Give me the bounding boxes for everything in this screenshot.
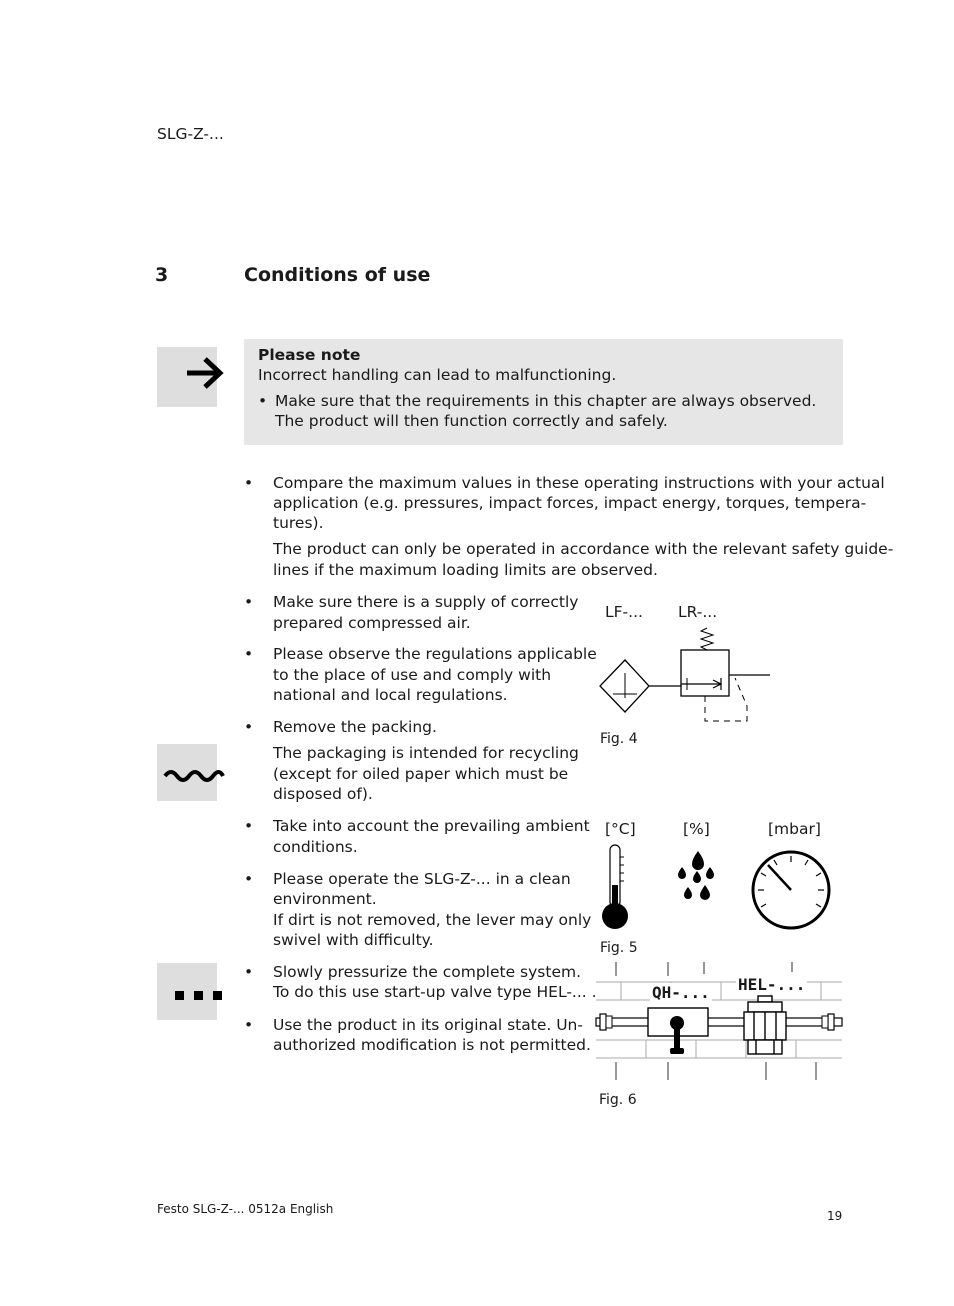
note-bullet-line2: The product will then function correctly and safely. <box>275 412 668 430</box>
packing-para1: The packaging is intended for recycling <box>273 744 579 762</box>
section-number: 3 <box>155 264 169 286</box>
thermometer-icon <box>602 845 628 929</box>
bullet-marker: • <box>244 870 254 888</box>
note-heading: Please note <box>258 346 361 364</box>
fig5-label-pct: [%] <box>683 820 710 838</box>
clean-line4: swivel with difficulty. <box>273 931 434 949</box>
footer-left: Festo SLG-Z-... 0512a English <box>157 1202 334 1216</box>
clean-line2: environment. <box>273 890 377 908</box>
pressurize-icon-box <box>157 963 217 1020</box>
packing-para3: disposed of). <box>273 785 373 803</box>
bullet-marker: • <box>244 718 254 736</box>
page-number: 19 <box>827 1209 843 1223</box>
clean-line1: Please operate the SLG-Z-... in a clean <box>273 870 571 888</box>
ambient-line2: conditions. <box>273 838 358 856</box>
fig4-caption: Fig. 4 <box>600 731 638 747</box>
note-icon-box <box>157 347 217 407</box>
header-product: SLG-Z-... <box>157 125 224 143</box>
fig5-label-temp: [°C] <box>605 820 636 838</box>
bullet-marker: • <box>244 645 254 663</box>
regulations-line2: to the place of use and comply with <box>273 666 552 684</box>
bullet-marker: • <box>244 474 254 492</box>
fig6-caption: Fig. 6 <box>599 1092 637 1108</box>
clean-line3: If dirt is not removed, the lever may only <box>273 911 592 929</box>
compare-line2: application (e.g. pressures, impact forces, impact energy, torques, tempera- <box>273 494 867 512</box>
compare-para2: lines if the maximum loading limits are observed. <box>273 561 658 579</box>
hel-valve <box>744 996 786 1054</box>
bullet-marker: • <box>244 1016 254 1034</box>
pipe-line <box>596 1014 842 1030</box>
compare-para1: The product can only be operated in accordance with the relevant safety guide- <box>273 540 894 558</box>
original-line1: Use the product in its original state. Un- <box>273 1016 583 1034</box>
slow-pressurize-icon <box>157 963 217 1020</box>
note-box <box>244 339 843 445</box>
packing-para2: (except for oiled paper which must be <box>273 765 569 783</box>
supply-line1: Make sure there is a supply of correctly <box>273 593 579 611</box>
bullet-marker: • <box>244 817 254 835</box>
fig4-symbol <box>595 618 785 728</box>
compare-line3: tures). <box>273 514 324 532</box>
regulations-line3: national and local regulations. <box>273 686 508 704</box>
fig4-label-lr: LR-... <box>678 603 718 621</box>
note-bullet-line1: Make sure that the requirements in this chapter are always observed. <box>275 392 817 410</box>
qh-valve <box>648 1008 708 1054</box>
packing-line1: Remove the packing. <box>273 718 437 736</box>
fig4-label-lf: LF-... <box>605 603 643 621</box>
bullet-marker: • <box>244 593 254 611</box>
fig5-symbols <box>598 843 838 933</box>
supply-line2: prepared compressed air. <box>273 614 471 632</box>
note-bullet-marker: • <box>258 392 268 410</box>
ambient-line1: Take into account the prevailing ambient <box>273 817 590 835</box>
bullet-marker: • <box>244 963 254 981</box>
original-line2: authorized modification is not permitted. <box>273 1036 591 1054</box>
section-title: Conditions of use <box>244 264 431 286</box>
note-text: Incorrect handling can lead to malfunctioning. <box>258 366 617 384</box>
pressure-gauge-icon <box>753 852 829 928</box>
compare-line1: Compare the maximum values in these operating instructions with your actual <box>273 474 885 492</box>
wave-recycling-icon <box>157 744 217 801</box>
pressurize-line1: Slowly pressurize the complete system. <box>273 963 582 981</box>
regulations-line1: Please observe the regulations applicable <box>273 645 597 663</box>
fig6-label-qh: QH-... <box>652 983 710 1002</box>
recycle-icon-box <box>157 744 217 801</box>
humidity-drops-icon <box>678 851 714 900</box>
fig6-label-hel: HEL-... <box>738 975 806 994</box>
fig5-label-mbar: [mbar] <box>768 820 821 838</box>
fig5-caption: Fig. 5 <box>600 940 638 956</box>
arrow-right-icon <box>157 347 217 407</box>
pressurize-line2: To do this use start-up valve type HEL-... . <box>273 983 597 1001</box>
